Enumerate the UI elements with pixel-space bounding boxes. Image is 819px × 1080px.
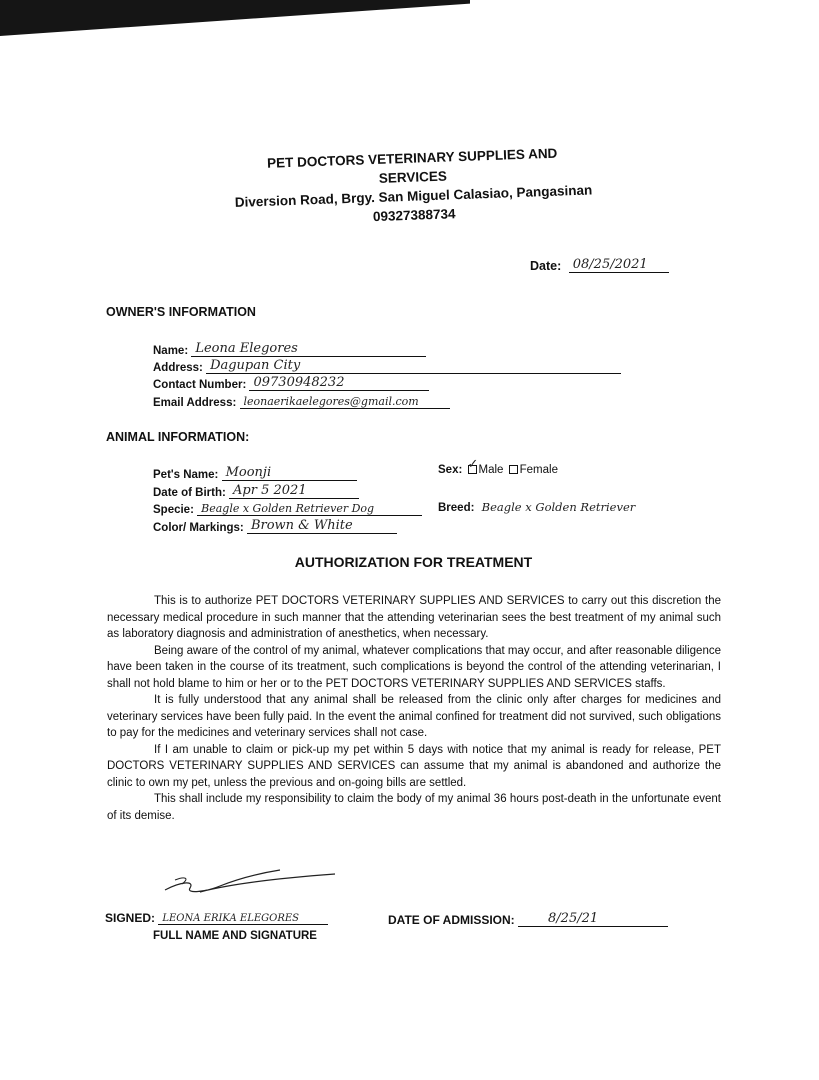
handwritten-signature xyxy=(160,862,340,902)
clinic-header xyxy=(232,142,594,231)
date-line[interactable] xyxy=(569,258,669,273)
breed-row xyxy=(438,500,693,514)
sex-label: Sex: xyxy=(438,464,463,476)
admission-label: DATE OF ADMISSION: xyxy=(388,913,515,927)
clinic-phone: 09327388734 xyxy=(372,206,456,225)
signed-field xyxy=(105,910,328,925)
admission-line[interactable] xyxy=(518,912,668,927)
owner-name-value: Leona Elegores xyxy=(195,341,298,356)
clinic-name: PET DOCTORS VETERINARY SUPPLIES AND SERVICES xyxy=(266,145,558,186)
color-label: Color/ Markings: xyxy=(153,522,244,534)
sex-row xyxy=(438,457,558,476)
authorization-body xyxy=(107,593,721,824)
owner-contact-value: 09730948232 xyxy=(253,375,345,390)
owner-name-field[interactable] xyxy=(191,342,426,357)
specie-row xyxy=(153,501,422,516)
authorization-paragraph: If I am unable to claim or pick-up my pet within 5 days with notice that my animal is ready for release, PET DOCTORS VETERINARY SUPPLIES AND SERVICES can assume that my animal is abandoned and authorize the clinic to own my pet, unless the previous and on-going bills are settled. xyxy=(107,743,721,789)
male-check-mark: ✓ xyxy=(467,457,479,473)
authorization-paragraph: This is to authorize PET DOCTORS VETERINARY SUPPLIES AND SERVICES to carry out this discretion the necessary medical procedure in such manner that the attending veterinarian sees the best treatment of my animal such as laboratory diagnosis and administration of anesthetics, when necessary. xyxy=(107,595,721,640)
date-label: Date: xyxy=(530,259,562,273)
specie-field[interactable] xyxy=(197,501,422,516)
animal-section-title: ANIMAL INFORMATION: xyxy=(106,430,250,444)
specie-value: Beagle x Golden Retriever Dog xyxy=(201,502,375,515)
owner-contact-row xyxy=(153,376,429,391)
signed-value: LEONA ERIKA ELEGORES xyxy=(162,913,299,924)
date-field xyxy=(530,258,669,273)
pet-name-row xyxy=(153,466,357,481)
authorization-title: AUTHORIZATION FOR TREATMENT xyxy=(294,554,533,570)
male-checkbox[interactable] xyxy=(467,457,479,474)
male-label: Male xyxy=(478,464,504,476)
breed-field[interactable] xyxy=(478,500,693,514)
owner-email-field[interactable] xyxy=(240,394,450,409)
color-field[interactable] xyxy=(247,519,397,534)
owner-address-row xyxy=(153,359,621,374)
authorization-paragraph: It is fully understood that any animal shall be released from the clinic only after charges for medicines and veterinary services have been fully paid. In the event the animal confined for treatment did not survived, such obligations to pay for the medicines and veterinary services shall not case. xyxy=(107,694,721,739)
full-name-caption: FULL NAME AND SIGNATURE xyxy=(153,930,317,942)
signed-line[interactable] xyxy=(158,910,328,925)
dob-field[interactable] xyxy=(229,484,359,499)
owner-email-row xyxy=(153,394,450,409)
female-checkbox[interactable] xyxy=(509,465,518,474)
scan-edge-shadow xyxy=(0,0,470,36)
signed-label: SIGNED: xyxy=(105,911,156,925)
owner-email-label: Email Address: xyxy=(153,397,237,409)
dob-row xyxy=(153,484,359,499)
authorization-paragraph: This shall include my responsibility to claim the body of my animal 36 hours post-death in the unfortunate event of its demise. xyxy=(107,793,721,822)
specie-label: Specie: xyxy=(153,504,194,516)
owner-address-value: Dagupan City xyxy=(210,358,301,373)
pet-name-label: Pet's Name: xyxy=(153,469,219,481)
female-label: Female xyxy=(519,464,558,476)
breed-value: Beagle x Golden Retriever xyxy=(481,500,636,514)
owner-address-field[interactable] xyxy=(206,359,621,374)
clinic-address: Diversion Road, Brgy. San Miguel Calasiao, Pangasinan xyxy=(234,182,593,210)
dob-label: Date of Birth: xyxy=(153,487,226,499)
admission-field xyxy=(388,912,668,927)
owner-contact-field[interactable] xyxy=(249,376,429,391)
color-row xyxy=(153,519,397,534)
owner-email-value: leonaerikaelegores@gmail.com xyxy=(243,395,419,408)
admission-value: 8/25/21 xyxy=(548,911,599,926)
owner-section-title: OWNER'S INFORMATION xyxy=(106,305,256,319)
date-value: 08/25/2021 xyxy=(572,257,648,272)
owner-name-label: Name: xyxy=(153,345,189,357)
pet-name-field[interactable] xyxy=(222,466,357,481)
owner-name-row xyxy=(153,342,426,357)
dob-value: Apr 5 2021 xyxy=(233,483,307,498)
pet-name-value: Moonji xyxy=(225,465,272,480)
owner-address-label: Address: xyxy=(153,362,203,374)
color-value: Brown & White xyxy=(250,518,353,533)
authorization-paragraph: Being aware of the control of my animal, whatever complications that may occur, and after reasonable diligence have been taken in the course of its treatment, such complications is beyond the control of the attending veterinarian, I shall not hold blame to him or her or to the PET DOCTORS VETERINARY SUPPLIES AND SERVICES staffs. xyxy=(107,644,721,690)
owner-contact-label: Contact Number: xyxy=(153,379,247,391)
breed-label: Breed: xyxy=(438,502,475,514)
